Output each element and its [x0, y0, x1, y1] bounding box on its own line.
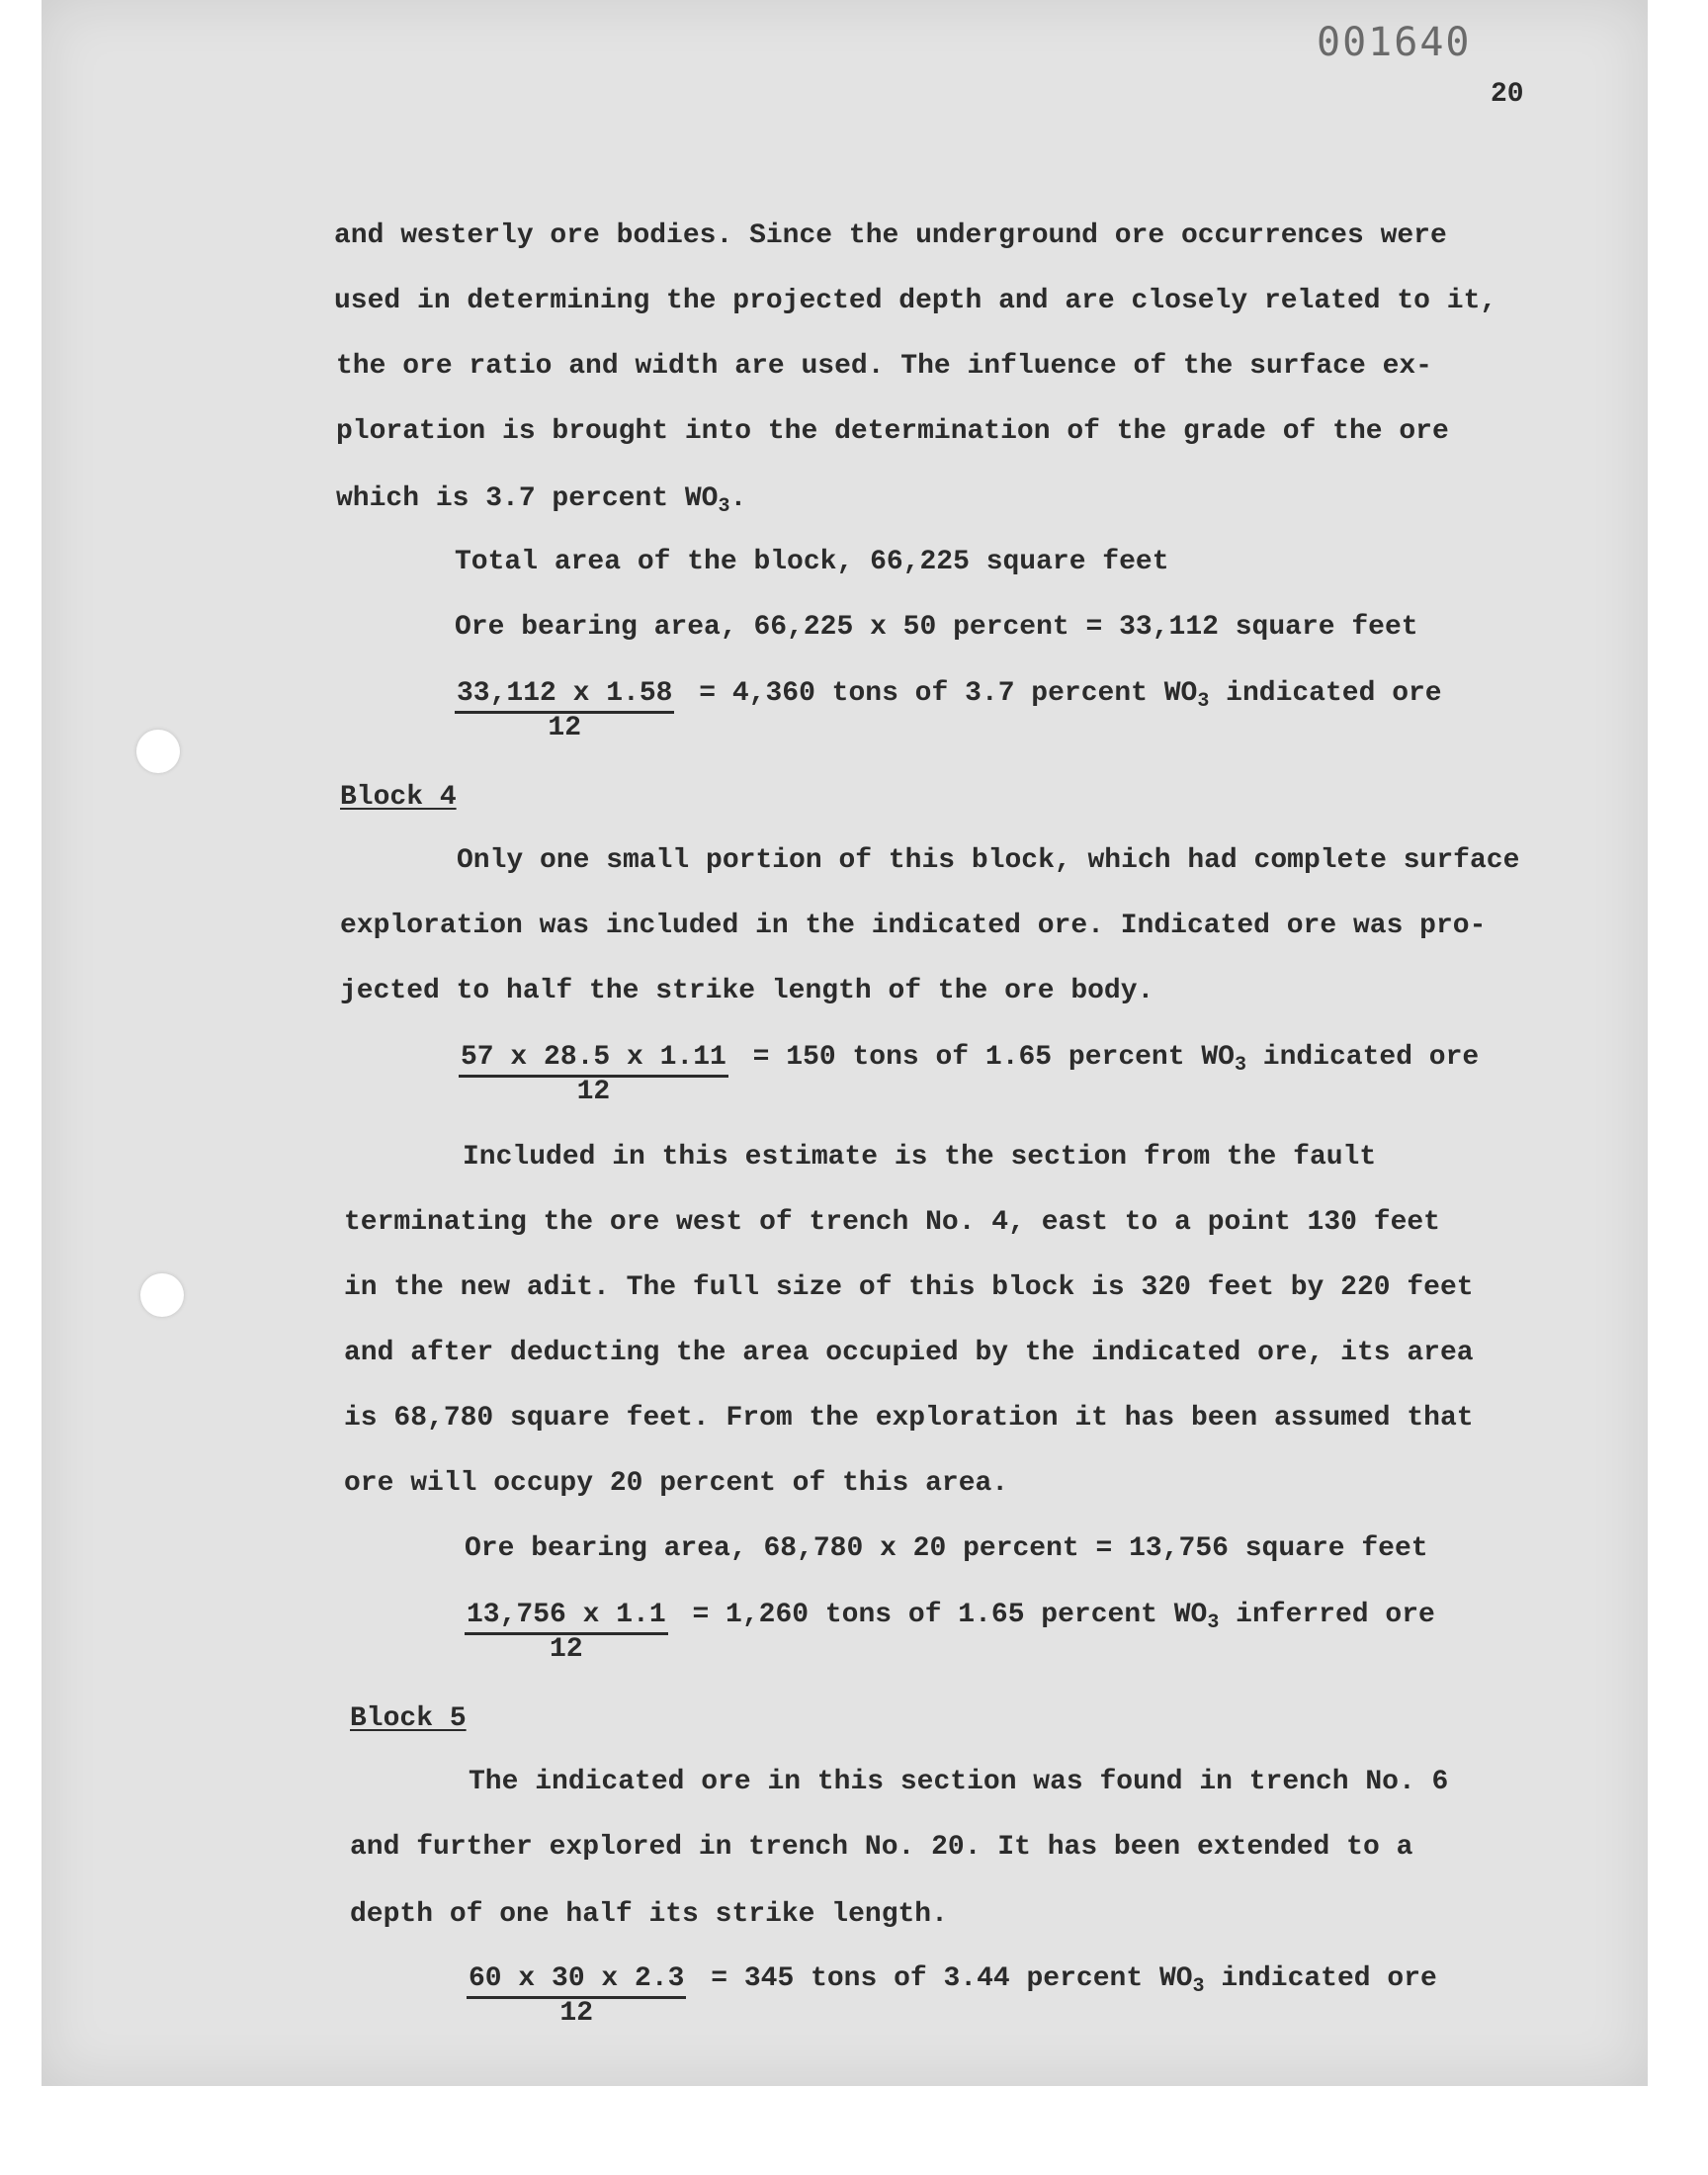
fraction [465, 1600, 668, 1665]
document-number-stamp: 001640 [1317, 20, 1472, 65]
block4-ore-bearing-area: Ore bearing area, 68,780 x 20 percent = 13,756 square feet [465, 1533, 1428, 1564]
body-line: ploration is brought into the determination of the grade of the ore [336, 416, 1449, 447]
fraction-numerator: 13,756 x 1.1 [465, 1600, 668, 1635]
body-line: in the new adit. The full size of this block is 320 feet by 220 feet [344, 1272, 1474, 1303]
body-line: which is 3.7 percent $WO_3$. [336, 483, 747, 518]
body-line: depth of one half its strike length. [350, 1899, 948, 1930]
body-line: ore will occupy 20 percent of this area. [344, 1468, 1009, 1499]
block4-formula-indicated [459, 1042, 1479, 1107]
body-line: and further explored in trench No. 20. It has been extended to a [350, 1832, 1413, 1863]
body-line: the ore ratio and width are used. The influence of the surface ex- [336, 351, 1432, 382]
body-line: The indicated ore in this section was found in trench No. 6 [469, 1767, 1449, 1797]
fraction-denominator: 12 [559, 1998, 594, 2029]
body-line: Only one small portion of this block, which had complete surface [457, 845, 1520, 876]
formula-result: = 150 tons of 1.65 percent $WO_3$ indicated ore [752, 1042, 1480, 1077]
block4-heading: Block 4 [340, 782, 457, 813]
punch-hole-top [136, 730, 180, 773]
block3-formula [455, 678, 1442, 743]
body-line: jected to half the strike length of the ore body. [340, 976, 1154, 1006]
fraction-numerator: 57 x 28.5 x 1.11 [459, 1042, 728, 1078]
fraction [467, 1963, 686, 2029]
fraction-denominator: 12 [548, 713, 582, 743]
fraction-denominator: 12 [550, 1634, 583, 1665]
fraction-denominator: 12 [576, 1077, 611, 1107]
fraction [459, 1042, 728, 1107]
punch-hole-bottom [140, 1273, 184, 1317]
body-line: used in determining the projected depth and are closely related to it, [334, 286, 1497, 316]
block3-total-area: Total area of the block, 66,225 square feet [455, 547, 1169, 577]
body-line: Included in this estimate is the section from the fault [463, 1142, 1377, 1173]
body-line: and westerly ore bodies. Since the underground ore occurrences were [334, 220, 1447, 251]
body-line: exploration was included in the indicated ore. Indicated ore was pro- [340, 911, 1487, 941]
block5-heading: Block 5 [350, 1703, 467, 1734]
body-line: and after deducting the area occupied by the indicated ore, its area [344, 1338, 1474, 1368]
fraction-numerator: 60 x 30 x 2.3 [467, 1963, 686, 1999]
body-line: is 68,780 square feet. From the exploration it has been assumed that [344, 1403, 1474, 1434]
fraction-numerator: 33,112 x 1.58 [455, 678, 674, 714]
formula-result: = 4,360 tons of 3.7 percent $WO_3$ indicated ore [699, 678, 1442, 713]
block3-ore-bearing-area: Ore bearing area, 66,225 x 50 percent = 33,112 square feet [455, 612, 1418, 643]
block4-formula-inferred [465, 1600, 1435, 1665]
page-number: 20 [1491, 79, 1524, 110]
fraction [455, 678, 674, 743]
formula-result: = 1,260 tons of 1.65 percent $WO_3$ inferred ore [692, 1600, 1435, 1634]
body-line: terminating the ore west of trench No. 4, east to a point 130 feet [344, 1207, 1440, 1238]
document-page [42, 0, 1648, 2086]
formula-result: = 345 tons of 3.44 percent $WO_3$ indicated ore [711, 1963, 1437, 1998]
block5-formula [467, 1963, 1437, 2029]
